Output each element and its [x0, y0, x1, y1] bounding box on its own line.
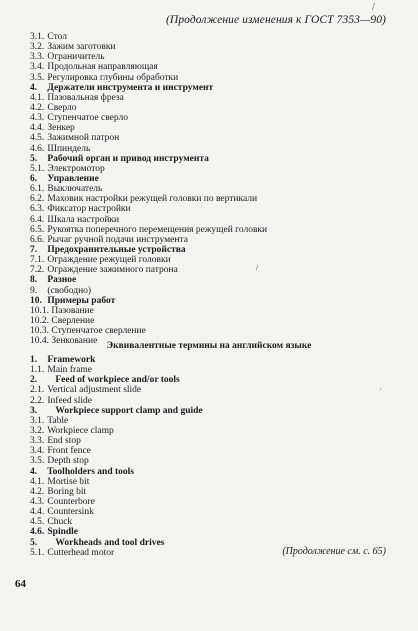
item-number: 7.1.: [30, 255, 45, 266]
list-item: [30, 113, 400, 123]
item-number: 6.6.: [30, 234, 45, 245]
list-item: [30, 194, 400, 204]
section-title: Эквивалентные термины на английском языке: [106, 341, 312, 351]
item-number: 10.: [30, 295, 42, 306]
item-text: Рабочий орган и привод инструмента: [47, 153, 209, 164]
list-item: [30, 467, 400, 477]
item-text: End stop: [47, 436, 81, 447]
list-item: [30, 355, 400, 365]
item-number: 2.2.: [30, 395, 45, 406]
item-text: Framework: [47, 355, 96, 365]
item-number: 1.1.: [30, 365, 45, 376]
list-item: [30, 296, 400, 306]
list-item: [30, 164, 400, 174]
item-text: Workpiece clamp: [47, 425, 114, 436]
item-text: Ступенчатое сверление: [51, 326, 146, 337]
item-text: Примеры работ: [47, 295, 116, 306]
list-item: [30, 184, 400, 194]
item-text: Стол: [47, 32, 67, 42]
page-number: 64: [15, 578, 26, 590]
item-text: (свободно): [47, 285, 92, 296]
item-number: 10.4.: [30, 336, 49, 347]
list-item: [30, 527, 400, 537]
list-item: [30, 275, 400, 285]
list-item: [30, 52, 400, 62]
list-item: [30, 265, 400, 275]
item-text: Infeed slide: [47, 395, 92, 406]
item-text: Шкала настройки: [47, 214, 120, 225]
item-text: Зенкер: [47, 123, 75, 134]
list-item: [30, 365, 400, 375]
item-number: 6.2.: [30, 194, 45, 205]
list-item: [30, 456, 400, 466]
item-number: 2.: [30, 375, 38, 386]
item-number: 4.3.: [30, 496, 45, 507]
list-item: [30, 215, 400, 225]
item-text: Ограждение зажимного патрона: [47, 265, 178, 276]
item-number: 6.1.: [30, 184, 45, 195]
item-number: 4.1.: [30, 92, 45, 103]
item-text: Toolholders and tools: [47, 466, 134, 477]
item-text: Countersink: [47, 507, 94, 518]
item-text: Table: [47, 415, 69, 426]
item-text: Управление: [47, 173, 99, 184]
item-number: 3.2.: [30, 425, 45, 436]
item-number: 4.6.: [30, 527, 45, 538]
list-item: [30, 62, 400, 72]
item-text: Пазование: [51, 305, 94, 316]
list-item: [30, 487, 400, 497]
item-text: Ограждение режущей головки: [47, 255, 171, 266]
item-text: Front fence: [47, 446, 91, 457]
item-number: 4.5.: [30, 133, 45, 144]
item-number: 3.1.: [30, 32, 45, 42]
item-text: Сверло: [47, 102, 77, 113]
item-number: 4.: [30, 466, 38, 477]
item-text: Электромотор: [47, 163, 105, 174]
item-number: 6.3.: [30, 204, 45, 215]
list-item: [30, 497, 400, 507]
item-number: 5.: [30, 537, 38, 548]
list-item: [30, 123, 400, 133]
item-text: Workpiece support clamp and guide: [55, 405, 203, 416]
list-item: [30, 375, 400, 385]
item-number: 5.1.: [30, 547, 45, 558]
list-item: [30, 225, 400, 235]
item-text: Пазовальная фреза: [47, 92, 124, 103]
item-number: 2.1.: [30, 385, 45, 396]
list-item: [30, 477, 400, 487]
item-number: 3.3.: [30, 436, 45, 447]
item-number: 4.3.: [30, 113, 45, 124]
continuation-note: (Продолжение см. с. 65): [282, 546, 386, 557]
item-number: 4.4.: [30, 123, 45, 134]
item-text: Рукоятка поперечного перемещения режущей головки: [47, 224, 268, 235]
item-text: Предохранительные устройства: [47, 244, 186, 255]
item-text: Зажим заготовки: [47, 42, 116, 53]
item-number: 6.4.: [30, 214, 45, 225]
item-number: 3.1.: [30, 415, 45, 426]
list-item: [30, 426, 400, 436]
list-item: [30, 42, 400, 52]
list-item: [30, 385, 400, 395]
item-text: Продольная направляющая: [47, 62, 158, 73]
list-item: [30, 93, 400, 103]
item-number: 4.: [30, 82, 38, 93]
item-number: 5.: [30, 153, 38, 164]
item-number: 3.5.: [30, 72, 45, 83]
item-number: 3.4.: [30, 62, 45, 73]
item-text: Main frame: [47, 365, 92, 376]
list-item: [30, 83, 400, 93]
item-number: 3.5.: [30, 456, 45, 467]
item-text: Workheads and tool drives: [55, 537, 165, 548]
item-text: Регулировка глубины обработки: [47, 72, 179, 83]
item-number: 10.2.: [30, 315, 49, 326]
item-text: Chuck: [47, 517, 73, 528]
item-number: 7.: [30, 244, 38, 255]
item-number: 5.1.: [30, 163, 45, 174]
item-number: 7.2.: [30, 265, 45, 276]
item-text: Рычаг ручной подачи инструмента: [47, 234, 188, 245]
list-item: [30, 245, 400, 255]
scan-mark: /: [372, 2, 375, 13]
list-item: [30, 154, 400, 164]
item-number: 4.4.: [30, 507, 45, 518]
list-item: [30, 133, 400, 143]
list-item: [30, 174, 400, 184]
russian-term-list: [30, 32, 400, 346]
list-item: [30, 507, 400, 517]
list-item: [30, 306, 400, 316]
item-text: Зенкование: [51, 336, 98, 347]
item-text: Выключатель: [47, 184, 103, 195]
item-text: Сверление: [51, 315, 95, 326]
list-item: [30, 436, 400, 446]
item-text: Feed of workpiece and/or tools: [55, 375, 180, 386]
list-item: [30, 255, 400, 265]
list-item: [30, 103, 400, 113]
item-number: 9.: [30, 285, 38, 296]
item-text: Держатели инструмента и инструмент: [47, 82, 214, 93]
item-number: 4.5.: [30, 517, 45, 528]
item-number: 3.: [30, 405, 38, 416]
running-header: (Продолжение изменения к ГОСТ 7353—90): [166, 14, 386, 26]
list-item: [30, 73, 400, 83]
item-text: Маховик настройки режущей головки по вертикали: [47, 194, 258, 205]
item-number: 10.1.: [30, 305, 49, 316]
item-text: Counterbore: [47, 496, 95, 507]
item-text: Vertical adjustment slide: [47, 385, 142, 396]
item-number: 4.6.: [30, 143, 45, 154]
english-term-list: [30, 355, 400, 558]
list-item: [30, 406, 400, 416]
list-item: [30, 235, 400, 245]
list-item: [30, 316, 400, 326]
item-text: Ступенчатое сверло: [47, 113, 128, 124]
item-text: Шпиндель: [47, 143, 91, 154]
item-number: 4.2.: [30, 102, 45, 113]
list-item: [30, 326, 400, 336]
item-number: 3.2.: [30, 42, 45, 53]
list-item: [30, 286, 400, 296]
item-text: Ограничитель: [47, 52, 105, 63]
list-item: [30, 416, 400, 426]
list-item: [30, 446, 400, 456]
list-item: [30, 144, 400, 154]
item-text: Разное: [47, 275, 77, 286]
scan-mark: ,: [380, 385, 382, 391]
item-text: Depth stop: [47, 456, 89, 467]
item-number: 4.1.: [30, 476, 45, 487]
item-number: 6.: [30, 173, 38, 184]
list-item: [30, 32, 400, 42]
item-text: Boring bit: [47, 486, 87, 497]
item-text: Зажимной патрон: [47, 133, 120, 144]
item-number: 6.5.: [30, 224, 45, 235]
item-number: 3.3.: [30, 52, 45, 63]
item-text: Cutterhead motor: [47, 547, 115, 558]
item-text: Mortise bit: [47, 476, 90, 487]
item-number: 8.: [30, 275, 38, 286]
item-text: Spindle: [47, 527, 79, 538]
item-number: 3.4.: [30, 446, 45, 457]
list-item: [30, 396, 400, 406]
item-number: 10.3.: [30, 326, 49, 337]
item-text: Фиксатор настройки: [47, 204, 131, 215]
list-item: [30, 517, 400, 527]
item-number: 1.: [30, 355, 38, 365]
scan-mark: /: [256, 263, 259, 272]
item-number: 4.2.: [30, 486, 45, 497]
list-item: [30, 204, 400, 214]
